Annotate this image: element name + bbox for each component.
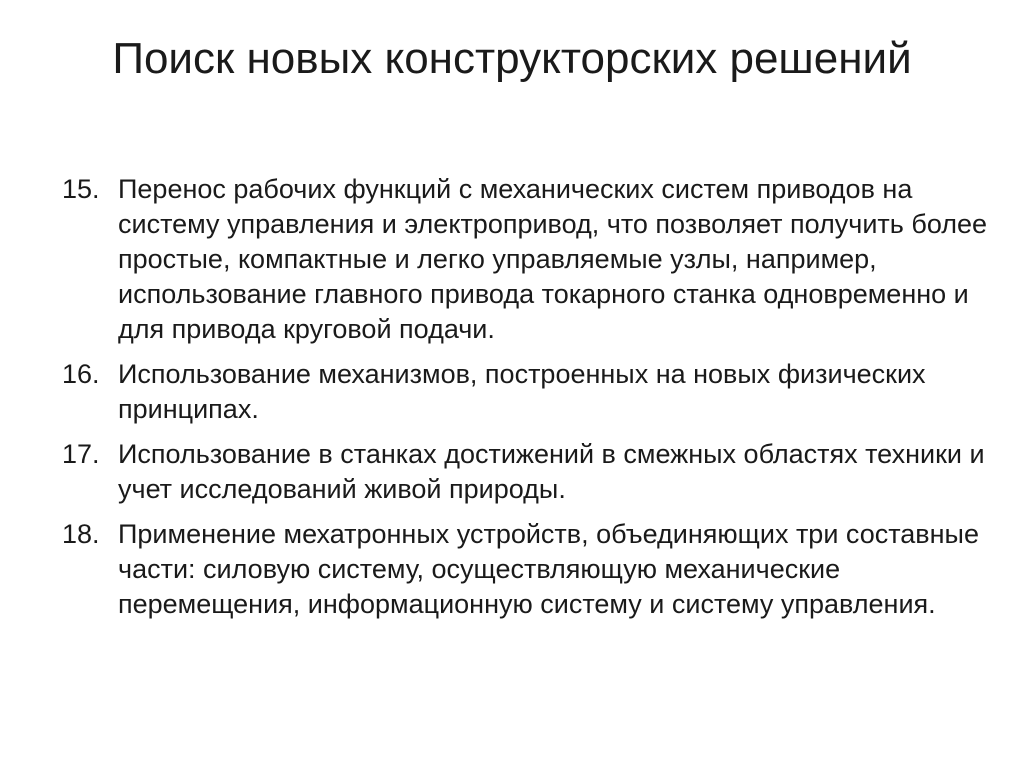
list-item-number: 16. [62,359,100,389]
list-item-number: 15. [62,174,100,204]
list-item-text: Применение мехатронных устройств, объединяющих три составные части: силовую систему, осуществляющую механические перемещения, информационную систему и систему управления. [118,519,979,619]
list-item [62,357,992,427]
list-item [62,437,992,507]
list-item-number: 17. [62,439,100,469]
slide-title: Поиск новых конструкторских решений [112,34,912,83]
list-item [62,517,992,622]
list-item-text: Использование в станках достижений в смежных областях техники и учет исследований живой природы. [118,439,985,504]
list-item-text: Перенос рабочих функций с механических систем приводов на систему управления и электропривод, что позволяет получить более простые, компактные и легко управляемые узлы, например, использование главного привода токарного станка одновременно и для привода круговой подачи. [118,174,988,344]
numbered-list [62,172,992,632]
list-item [62,172,992,347]
list-item-text: Использование механизмов, построенных на новых физических принципах. [118,359,926,424]
list-item-number: 18. [62,519,100,549]
